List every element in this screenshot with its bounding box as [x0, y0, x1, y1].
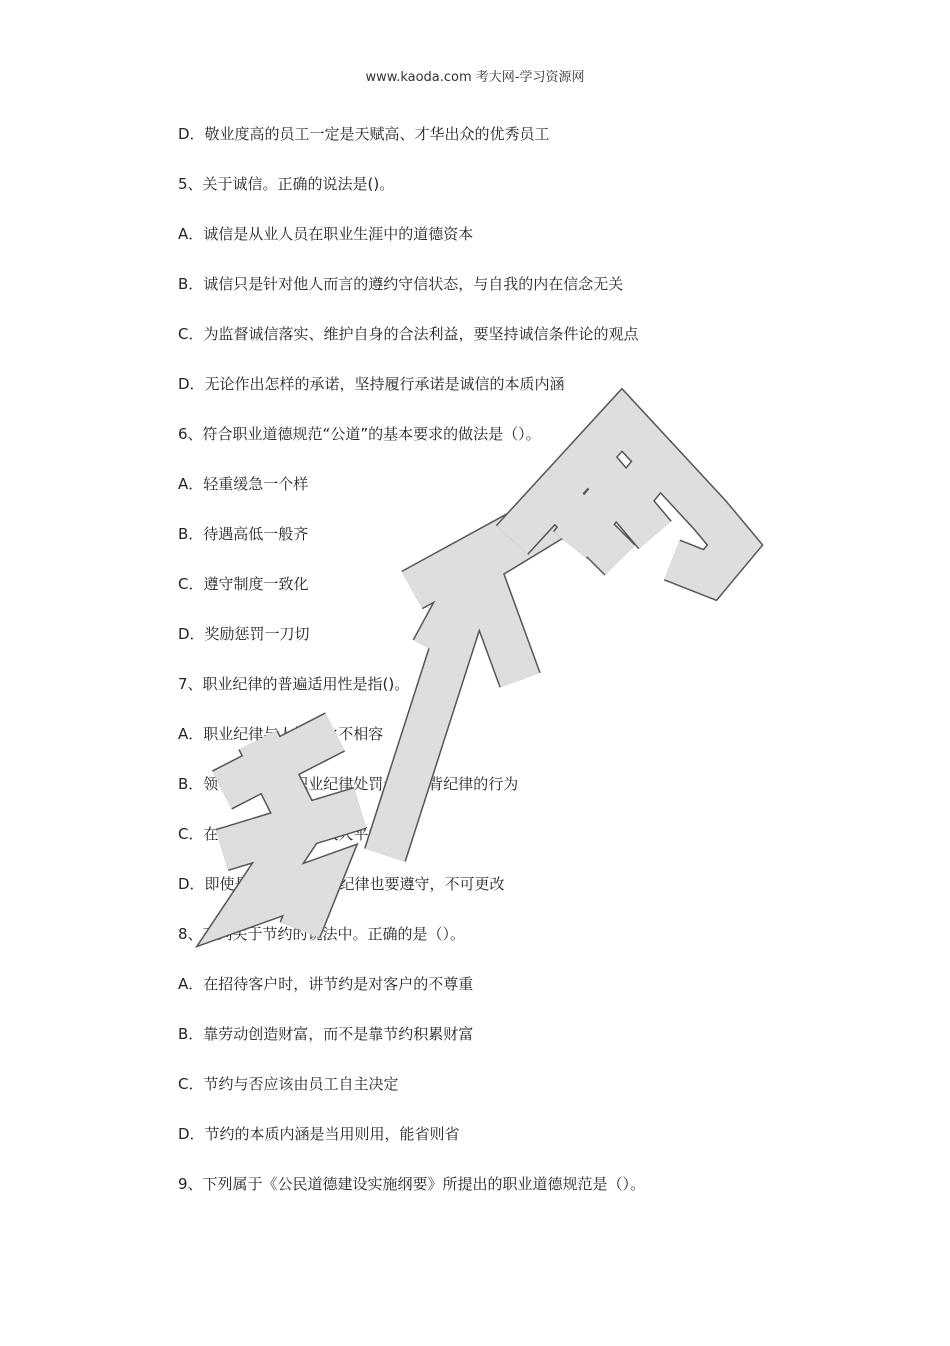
- option-line: A．职业纪律与人情水火不相容: [178, 725, 384, 743]
- question-line: 9、下列属于《公民道德建设实施纲要》所提出的职业道德规范是（）。: [178, 1175, 646, 1193]
- option-line: B．诚信只是针对他人而言的遵约守信状态，与自我的内在信念无关: [178, 275, 624, 293]
- option-line: D．敬业度高的员工一定是天赋高、才华出众的优秀员工: [178, 125, 550, 143]
- page-header: www.kaoda.com 考大网-学习资源网: [365, 70, 585, 85]
- option-line: C．节约与否应该由员工自主决定: [178, 1075, 399, 1093]
- option-line: A．诚信是从业人员在职业生涯中的道德资本: [178, 225, 474, 243]
- option-line: D．即使是不合理的职业纪律也要遵守，不可更改: [178, 875, 505, 893]
- option-line: D．节约的本质内涵是当用则用，能省则省: [178, 1125, 460, 1143]
- option-line: C．为监督诚信落实、维护自身的合法利益，要坚持诚信条件论的观点: [178, 325, 639, 343]
- option-line: B．领导可以运用职业纪律处罚一切违背纪律的行为: [178, 775, 519, 793]
- option-line: B．靠劳动创造财富，而不是靠节约积累财富: [178, 1025, 474, 1043]
- question-line: 6、符合职业道德规范“公道”的基本要求的做法是（）。: [178, 425, 541, 443]
- option-line: C．遵守制度一致化: [178, 575, 309, 593]
- option-line: A．在招待客户时，讲节约是对客户的不尊重: [178, 975, 474, 993]
- option-line: B．待遇高低一般齐: [178, 525, 309, 543]
- watermark-da: [385, 520, 552, 855]
- option-line: C．在职业纪律面前，人人平等: [178, 825, 384, 843]
- question-line: 8、下列关于节约的说法中。正确的是（）。: [178, 925, 466, 943]
- option-line: D．奖励惩罚一刀切: [178, 625, 310, 643]
- watermark-wang: [512, 420, 735, 575]
- question-line: 5、关于诚信。正确的说法是()。: [178, 175, 395, 193]
- option-line: D．无论作出怎样的承诺，坚持履行承诺是诚信的本质内涵: [178, 375, 565, 393]
- question-line: 7、职业纪律的普遍适用性是指()。: [178, 675, 410, 693]
- option-line: A．轻重缓急一个样: [178, 475, 309, 493]
